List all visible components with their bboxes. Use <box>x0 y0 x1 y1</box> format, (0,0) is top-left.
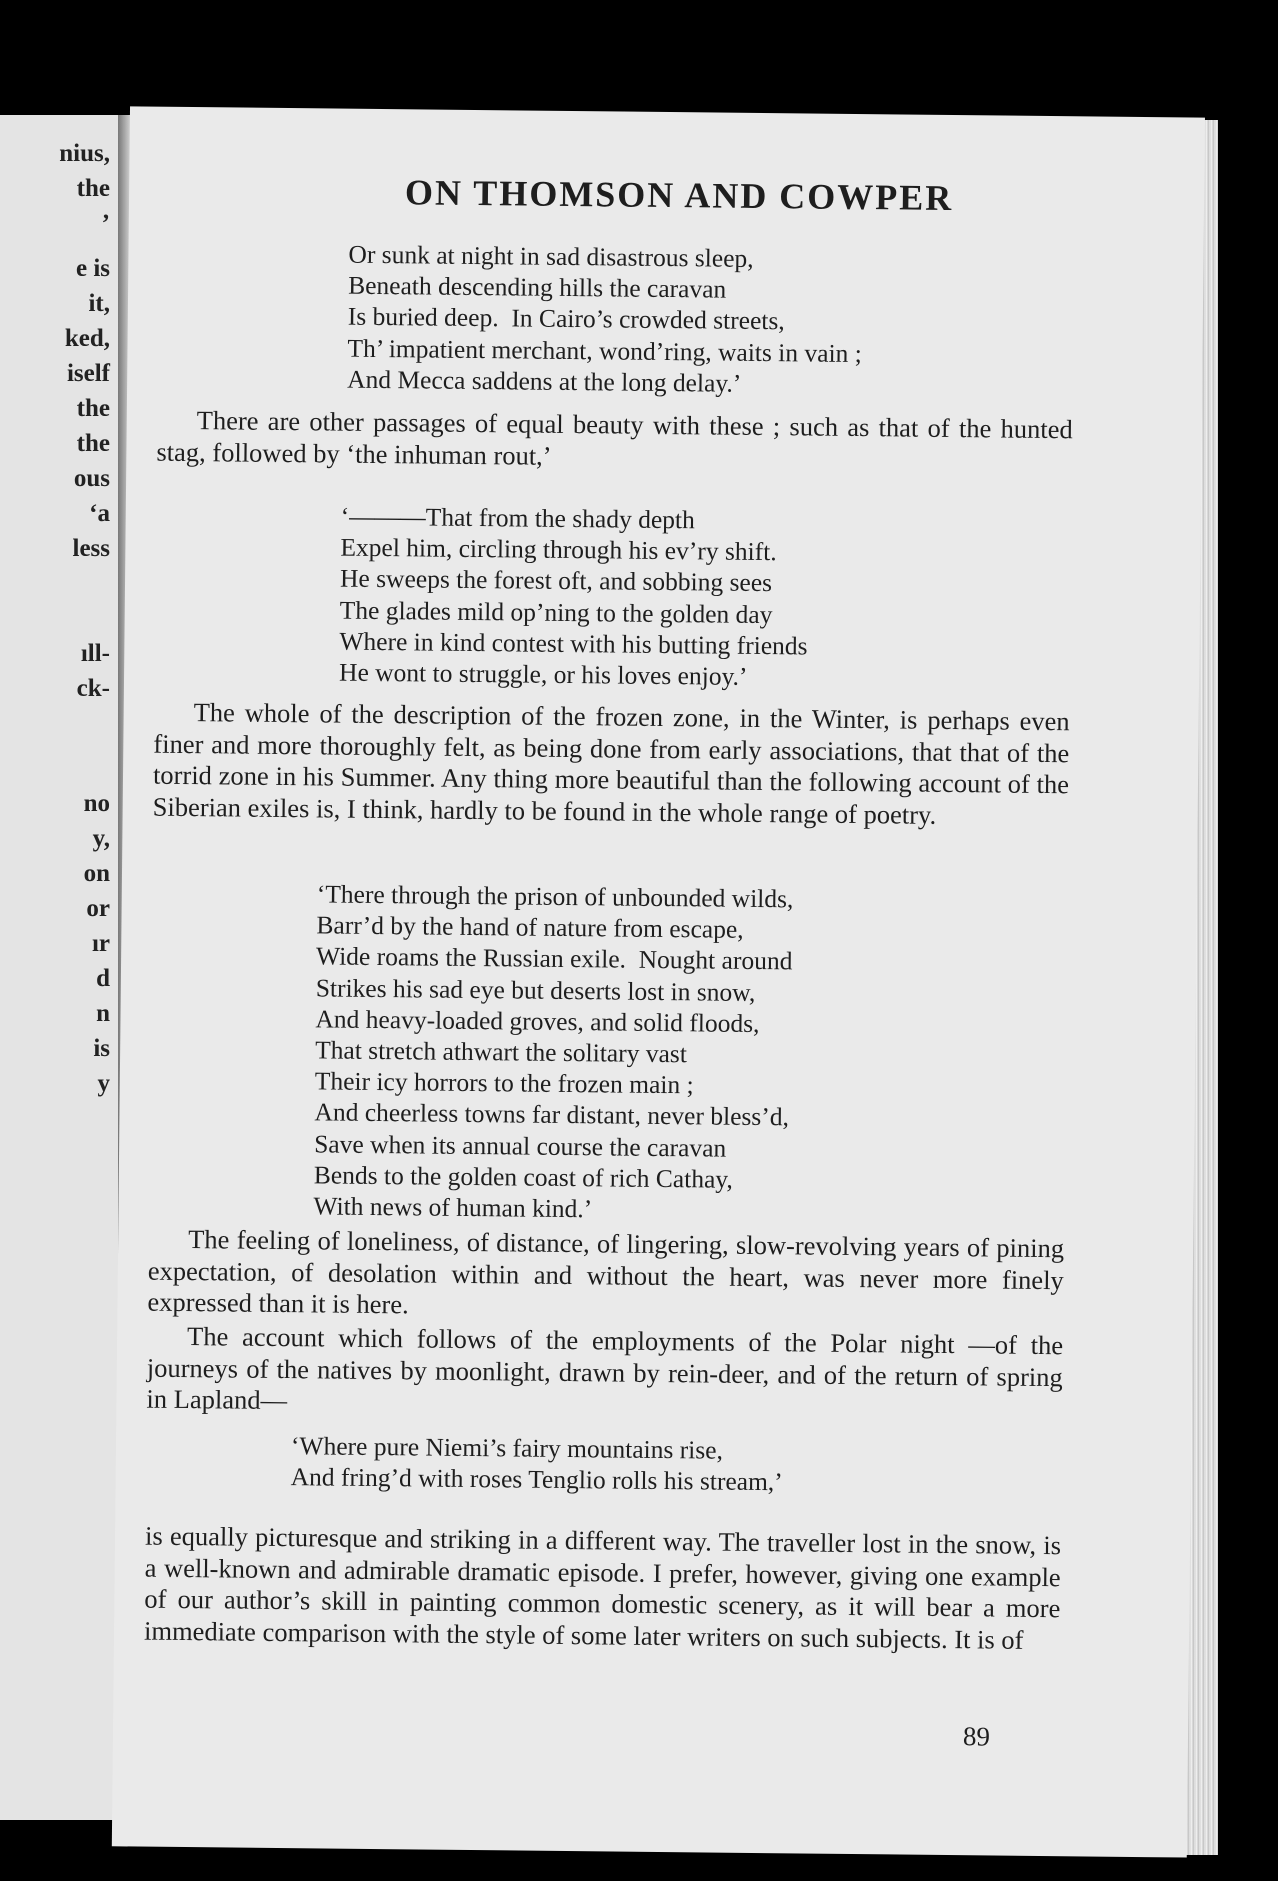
verse-line: Beneath descending hills the caravan <box>348 270 727 304</box>
left-page-fragment: is <box>93 1035 110 1062</box>
verse-line: He wont to struggle, or his loves enjoy.’ <box>338 657 748 691</box>
left-page-fragment: ck- <box>76 675 110 702</box>
left-page-fragment: less <box>72 535 110 562</box>
verse-block-4 <box>291 1430 784 1498</box>
verse-line: ‘There through the prison of unbounded wilds, <box>316 879 794 914</box>
left-page-fragment: nius, <box>59 140 110 167</box>
page-title: ON THOMSON AND COWPER <box>404 172 954 218</box>
verse-line: Barr’d by the hand of nature from escape, <box>316 910 744 945</box>
page-number: 89 <box>962 1721 991 1752</box>
verse-line: Bends to the golden coast of rich Cathay, <box>313 1160 733 1194</box>
paragraph-4: The account which follows of the employments of the Polar night —of the journeys of the natives by moonlight, drawn by rein-deer, and of the return of spring in Lapland— <box>146 1321 1064 1416</box>
verse-line: He sweeps the forest oft, and sobbing sees <box>339 564 773 598</box>
verse-line: And heavy-loaded groves, and solid floods, <box>315 1004 760 1038</box>
paragraph-1: There are other passages of equal beauty with these ; such as that of the hunted stag, followed by ‘the inhuman rout,’ <box>156 405 1073 471</box>
right-page <box>112 106 1205 1857</box>
verse-line: And Mecca saddens at the long delay.’ <box>347 364 742 398</box>
verse-line: And fring’d with roses Tenglio rolls his stream,’ <box>290 1462 783 1497</box>
verse-line: That stretch athwart the solitary vast <box>315 1035 688 1069</box>
verse-line: Where in kind contest with his butting friends <box>339 626 808 661</box>
left-page-fragment: y <box>97 1070 110 1097</box>
left-page-fragment: e is <box>75 255 110 282</box>
left-page-fragment: or <box>86 895 110 922</box>
left-page-fragment: ır <box>91 930 110 957</box>
left-page-fragment: ’ <box>101 210 110 237</box>
verse-line: Strikes his sad eye but deserts lost in snow, <box>315 972 756 1007</box>
left-page-fragment: iself <box>66 360 110 387</box>
verse-line: Is buried deep. In Cairo’s crowded streets, <box>347 302 785 336</box>
verse-line: ‘———That from the shady depth <box>340 501 695 535</box>
left-page-fragment: on <box>83 860 110 887</box>
left-page-fragment: the <box>76 175 110 202</box>
left-page-fragment: ous <box>73 465 110 492</box>
verse-block-1 <box>347 239 863 400</box>
verse-block-3 <box>313 878 793 1226</box>
left-page-fragment: the <box>76 395 110 422</box>
verse-line: Their icy horrors to the frozen main ; <box>314 1066 694 1100</box>
paragraph-3: The feeling of loneliness, of distance, of lingering, slow-revolving years of pining expectation, of desolation within and without the heart, was never more finely expressed than it is here. <box>147 1224 1065 1320</box>
left-page-fragment: ıll- <box>80 640 110 667</box>
paragraph-2: The whole of the description of the frozen zone, in the Winter, is perhaps even finer and more thoroughly felt, as being done from early associations, that that of the torrid zone in his Summer. Any thing more beautiful than the following account of the Siberian exiles is, I think, hardly to be found in the whole range of poetry. <box>152 697 1070 830</box>
left-page-fragment: n <box>96 1000 110 1027</box>
verse-line: Th’ impatient merchant, wond’ring, waits in vain ; <box>347 333 862 368</box>
left-page-fragment: ked, <box>64 325 110 352</box>
verse-line: Wide roams the Russian exile. Nought around <box>315 941 793 976</box>
left-page <box>0 115 118 1820</box>
verse-line: The glades mild op’ning to the golden day <box>339 595 773 629</box>
left-page-fragment: the <box>76 430 110 457</box>
left-page-fragment: ‘a <box>89 500 110 527</box>
left-page-fragment: it, <box>88 290 110 317</box>
left-page-fragment: no <box>83 790 110 817</box>
verse-line: Expel him, circling through his ev’ry shift. <box>340 532 777 567</box>
verse-block-2 <box>339 501 809 693</box>
verse-line: ‘Where pure Niemi’s fairy mountains rise, <box>290 1431 724 1465</box>
verse-line: And cheerless towns far distant, never bless’d, <box>314 1097 790 1132</box>
verse-line: Or sunk at night in sad disastrous sleep, <box>348 239 754 273</box>
verse-line: Save when its annual course the caravan <box>314 1128 727 1163</box>
paragraph-5: is equally picturesque and striking in a different way. The traveller lost in the snow, is a well-known and admirable dramatic episode. I prefer, however, giving one example of our author’s skill in painting common domestic scenery, as it will bear a more immediate comparison with the style of some later writers on such subjects. It is of <box>143 1520 1062 1655</box>
verse-line: With news of human kind.’ <box>313 1191 593 1224</box>
left-page-fragment: y, <box>92 825 110 852</box>
left-page-fragment: d <box>96 965 110 992</box>
